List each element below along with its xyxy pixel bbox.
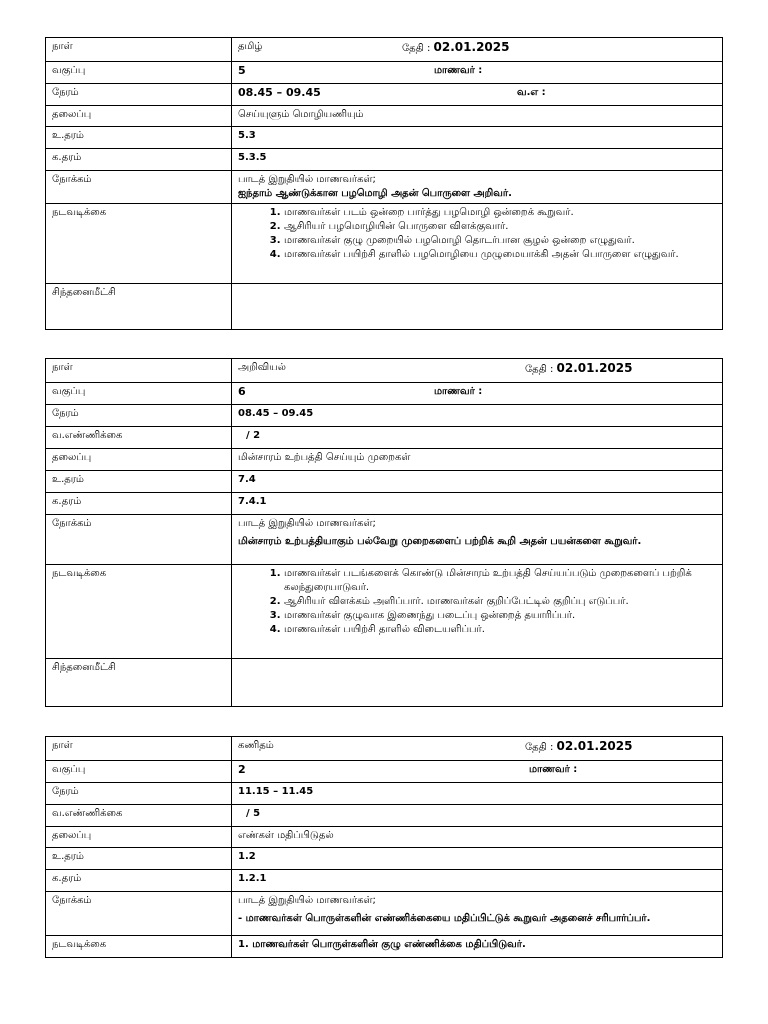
label-objective: நோக்கம் xyxy=(46,515,232,565)
objective: பாடத் இறுதியில் மாணவர்கள்; ஐந்தாம் ஆண்டுக்கான பழமொழி அதன் பொருளை அறிவர். xyxy=(232,171,723,204)
objective: பாடத் இறுதியில் மாணவர்கள்; - மாணவர்கள் பொருள்களின் எண்ணிக்கையை மதிப்பிட்டுக் கூறுவர் அதனைச் சரிபார்ப்பர். xyxy=(232,892,723,936)
label-count: வ.எண்ணிக்கை xyxy=(46,427,232,449)
subject: அறிவியல் xyxy=(238,362,286,373)
activity-item: 4. மாணவர்கள் பயிற்சி தாளில் விடையளிப்பர். xyxy=(284,623,716,637)
ut-value: 1.2 xyxy=(232,848,723,870)
label-ut: உ.தரம் xyxy=(46,127,232,149)
date: 02.01.2025 xyxy=(556,739,633,753)
title-value: செய்யுளும் மொழியணியும் xyxy=(232,106,723,127)
label-title: தலைப்பு xyxy=(46,827,232,848)
extra-right: வ.எ : xyxy=(517,87,546,98)
label-reflection: சிந்தனைமீட்சி xyxy=(46,284,232,330)
time-value: 11.15 – 11.45 xyxy=(232,783,723,805)
reflection xyxy=(232,284,723,330)
subject: கணிதம் xyxy=(238,740,274,751)
label-kt: க.தரம் xyxy=(46,870,232,892)
label-activities: நடவடிக்கை xyxy=(46,936,232,958)
activity-item: 1. மாணவர்கள் படங்களைக் கொண்டு மின்சாரம் உற்பத்தி செய்யப்படும் முறைகளைப் பற்றிக் கலந்துரையாடுவர். xyxy=(284,567,716,595)
kt-value: 7.4.1 xyxy=(232,493,723,515)
date-label: தேதி : xyxy=(525,742,554,753)
label-class: வகுப்பு xyxy=(46,62,232,84)
subject-date-cell xyxy=(232,38,723,62)
label-time: நேரம் xyxy=(46,84,232,106)
lesson-plan-2 xyxy=(45,358,723,707)
class-value: 6 xyxy=(238,385,246,398)
activities xyxy=(232,565,723,659)
activity-item: 2. ஆசிரியர் விளக்கம் அளிப்பார். மாணவர்கள் குறிப்பேட்டில் குறிப்பு எடுப்பர். xyxy=(284,595,716,609)
label-class: வகுப்பு xyxy=(46,383,232,405)
activity-item: 3. மாணவர்கள் குழு முறையில் பழமொழி தொடர்பான சூழல் ஒன்றை எழுதுவர். xyxy=(284,234,716,248)
class-value: 5 xyxy=(238,64,246,77)
label-time: நேரம் xyxy=(46,783,232,805)
label-activities: நடவடிக்கை xyxy=(46,204,232,284)
class-value: 2 xyxy=(238,763,246,776)
activity-item: 3. மாணவர்கள் குழுவாக இணைந்து படைப்பு ஒன்றைத் தயாரிப்பர். xyxy=(284,609,716,623)
label-objective: நோக்கம் xyxy=(46,171,232,204)
label-day: நாள் xyxy=(46,38,232,62)
label-kt: க.தரம் xyxy=(46,493,232,515)
student-count: மாணவர் : xyxy=(434,65,483,76)
ut-value: 7.4 xyxy=(232,471,723,493)
student-count: மாணவர் : xyxy=(434,386,483,397)
label-ut: உ.தரம் xyxy=(46,471,232,493)
activities xyxy=(232,204,723,284)
objective: பாடத் இறுதியில் மாணவர்கள்; மின்சாரம் உற்பத்தியாகும் பல்வேறு முறைகளைப் பற்றிக் கூறி அதன் பயன்களை கூறுவர். xyxy=(232,515,723,565)
title-value: மின்சாரம் உற்பத்தி செய்யும் முறைகள் xyxy=(232,449,723,471)
kt-value: 1.2.1 xyxy=(232,870,723,892)
student-count: மாணவர் : xyxy=(529,764,578,775)
label-objective: நோக்கம் xyxy=(46,892,232,936)
activity-item: 1. மாணவர்கள் படம் ஒன்றை பார்த்து பழமொழி ஒன்றைக் கூறுவர். xyxy=(284,206,716,220)
label-day: நாள் xyxy=(46,737,232,761)
label-title: தலைப்பு xyxy=(46,449,232,471)
ut-value: 5.3 xyxy=(232,127,723,149)
time-value: 08.45 – 09.45 xyxy=(232,405,723,427)
label-day: நாள் xyxy=(46,359,232,383)
count-value: / 5 xyxy=(232,805,723,827)
date-label: தேதி : xyxy=(525,364,554,375)
lesson-plan-3 xyxy=(45,736,723,958)
activity-item: 4. மாணவர்கள் பயிற்சி தாளில் பழமொழியை முழுமையாக்கி அதன் பொருளை எழுதுவர். xyxy=(284,248,716,262)
reflection xyxy=(232,659,723,707)
label-count: வ.எண்ணிக்கை xyxy=(46,805,232,827)
subject: தமிழ் xyxy=(238,41,263,52)
date: 02.01.2025 xyxy=(556,361,633,375)
activity-item: 2. ஆசிரியர் பழமொழியின் பொருளை விளக்குவார். xyxy=(284,220,716,234)
label-activities: நடவடிக்கை xyxy=(46,565,232,659)
title-value: எண்கள் மதிப்பிடுதல் xyxy=(232,827,723,848)
date-label: தேதி : xyxy=(402,43,431,54)
time-value: 08.45 – 09.45 xyxy=(238,86,321,99)
label-kt: க.தரம் xyxy=(46,149,232,171)
label-class: வகுப்பு xyxy=(46,761,232,783)
label-reflection: சிந்தனைமீட்சி xyxy=(46,659,232,707)
label-ut: உ.தரம் xyxy=(46,848,232,870)
lesson-plan-1 xyxy=(45,37,723,330)
date: 02.01.2025 xyxy=(433,40,510,54)
kt-value: 5.3.5 xyxy=(232,149,723,171)
label-time: நேரம் xyxy=(46,405,232,427)
activities: 1. மாணவர்கள் பொருள்களின் குழு எண்ணிக்கை மதிப்பிடுவர். xyxy=(232,936,723,958)
label-title: தலைப்பு xyxy=(46,106,232,127)
count-value: / 2 xyxy=(232,427,723,449)
